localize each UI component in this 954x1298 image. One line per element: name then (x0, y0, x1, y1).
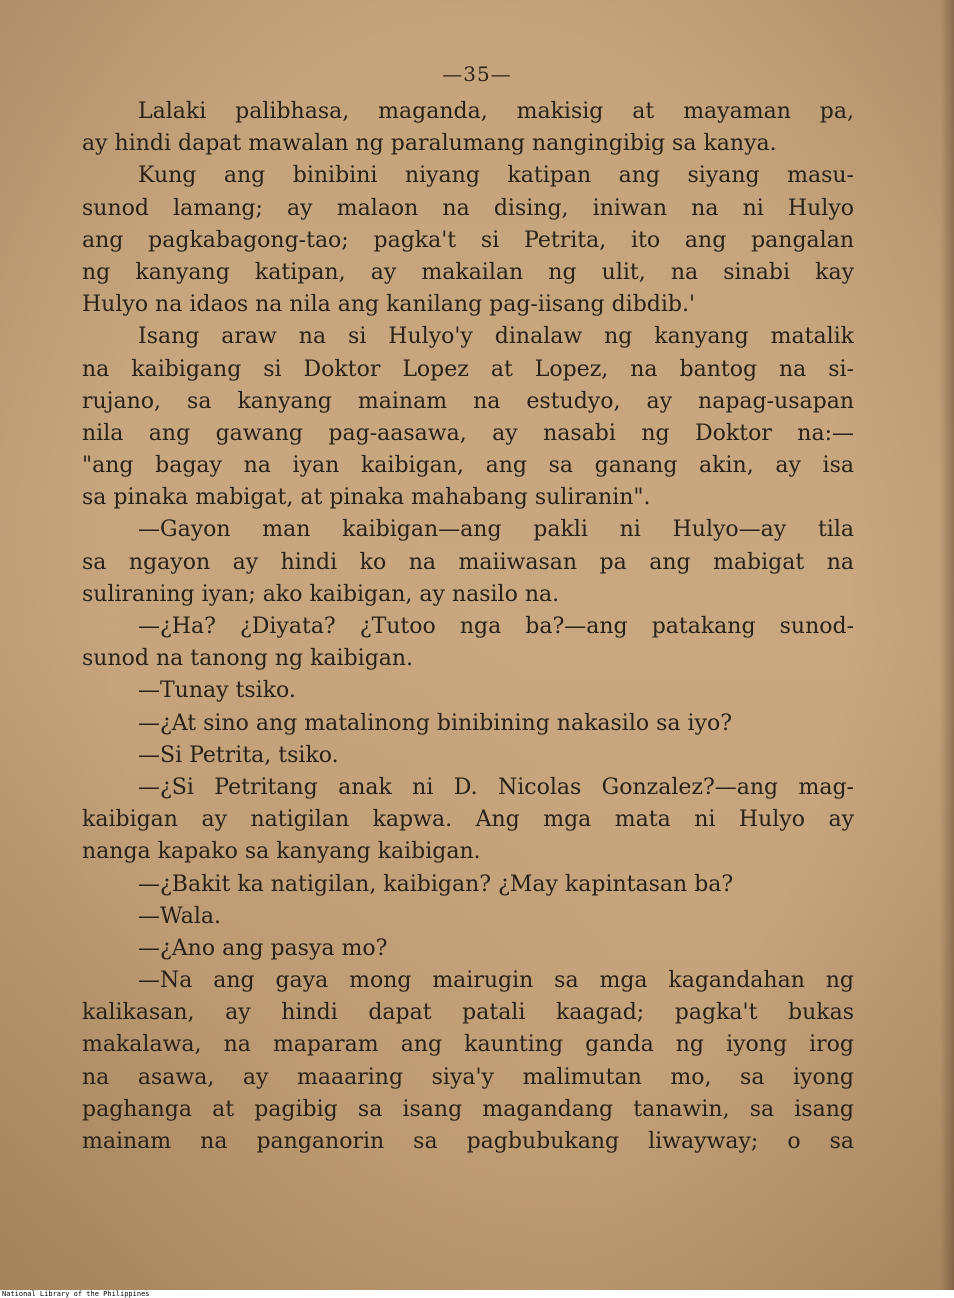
text-line: —¿Ha? ¿Diyata? ¿Tutoo nga ba?—ang patakang sunod- (138, 614, 854, 639)
text-line: —Wala. (138, 903, 221, 929)
text-line: nila ang gawang pag-aasawa, ay nasabi ng Doktor na:— (82, 420, 854, 446)
page-edge-shadow (940, 0, 954, 1290)
text-line: nanga kapako sa kanyang kaibigan. (82, 839, 481, 865)
text-line: —Tunay tsiko. (138, 678, 296, 704)
text-line: na asawa, ay maaaring siya'y malimutan mo, sa iyong (82, 1064, 854, 1090)
text-line: sunod lamang; ay malaon na dising, iniwan na ni Hulyo (82, 195, 854, 221)
page-number: —35— (442, 62, 512, 86)
text-line: ng kanyang katipan, ay makailan ng ulit, na sinabi kay (82, 259, 854, 285)
text-line: —¿Si Petritang anak ni D. Nicolas Gonzalez?—ang mag- (138, 774, 854, 800)
text-line: sa ngayon ay hindi ko na maiiwasan pa ang mabigat na (82, 549, 854, 575)
text-line: —¿Ano ang pasya mo? (138, 935, 388, 961)
text-line: sa pinaka mabigat, at pinaka mahabang suliranin". (82, 485, 651, 511)
text-line: paghanga at pagibig sa isang magandang tanawin, sa isang (82, 1096, 854, 1122)
text-line: mainam na panganorin sa pagbubukang liwayway; o sa (82, 1129, 854, 1154)
text-line: —Si Petrita, tsiko. (138, 742, 339, 768)
text-line: Hulyo na idaos na nila ang kanilang pag-iisang dibdib.' (82, 292, 696, 318)
text-line: sunod na tanong ng kaibigan. (82, 646, 414, 672)
text-line: Isang araw na si Hulyo'y dinalaw ng kanyang matalik (138, 324, 854, 350)
text-line: —¿At sino ang matalinong binibining nakasilo sa iyo? (138, 710, 733, 736)
text-line: —¿Bakit ka natigilan, kaibigan? ¿May kapintasan ba? (138, 871, 734, 897)
library-credit: National Library of the Philippines (0, 1290, 954, 1298)
text-line: —Gayon man kaibigan—ang pakli ni Hulyo—ay tila (138, 517, 854, 543)
text-line: na kaibigang si Doktor Lopez at Lopez, na bantog na si- (82, 356, 854, 382)
text-line: suliraning iyan; ako kaibigan, ay nasilo na. (82, 581, 560, 607)
text-line: ay hindi dapat mawalan ng paralumang nangingibig sa kanya. (82, 131, 777, 157)
text-line: kaibigan ay natigilan kapwa. Ang mga mata ni Hulyo ay (82, 807, 854, 833)
text-line: makalawa, na maparam ang kaunting ganda ng iyong irog (82, 1032, 854, 1058)
text-line: rujano, sa kanyang mainam na estudyo, ay napag-usapan (82, 388, 854, 414)
text-line: Lalaki palibhasa, maganda, makisig at mayaman pa, (138, 99, 854, 124)
text-line: ang pagkabagong-tao; pagka't si Petrita, ito ang pangalan (82, 227, 854, 253)
text-line: "ang bagay na iyan kaibigan, ang sa ganang akin, ay isa (82, 453, 854, 479)
text-line: kalikasan, ay hindi dapat patali kaagad; pagka't bukas (82, 1000, 854, 1026)
text-line: Kung ang binibini niyang katipan ang siyang masu- (138, 163, 854, 189)
text-line: —Na ang gaya mong mairugin sa mga kagandahan ng (138, 968, 854, 994)
body-text (82, 96, 854, 1158)
